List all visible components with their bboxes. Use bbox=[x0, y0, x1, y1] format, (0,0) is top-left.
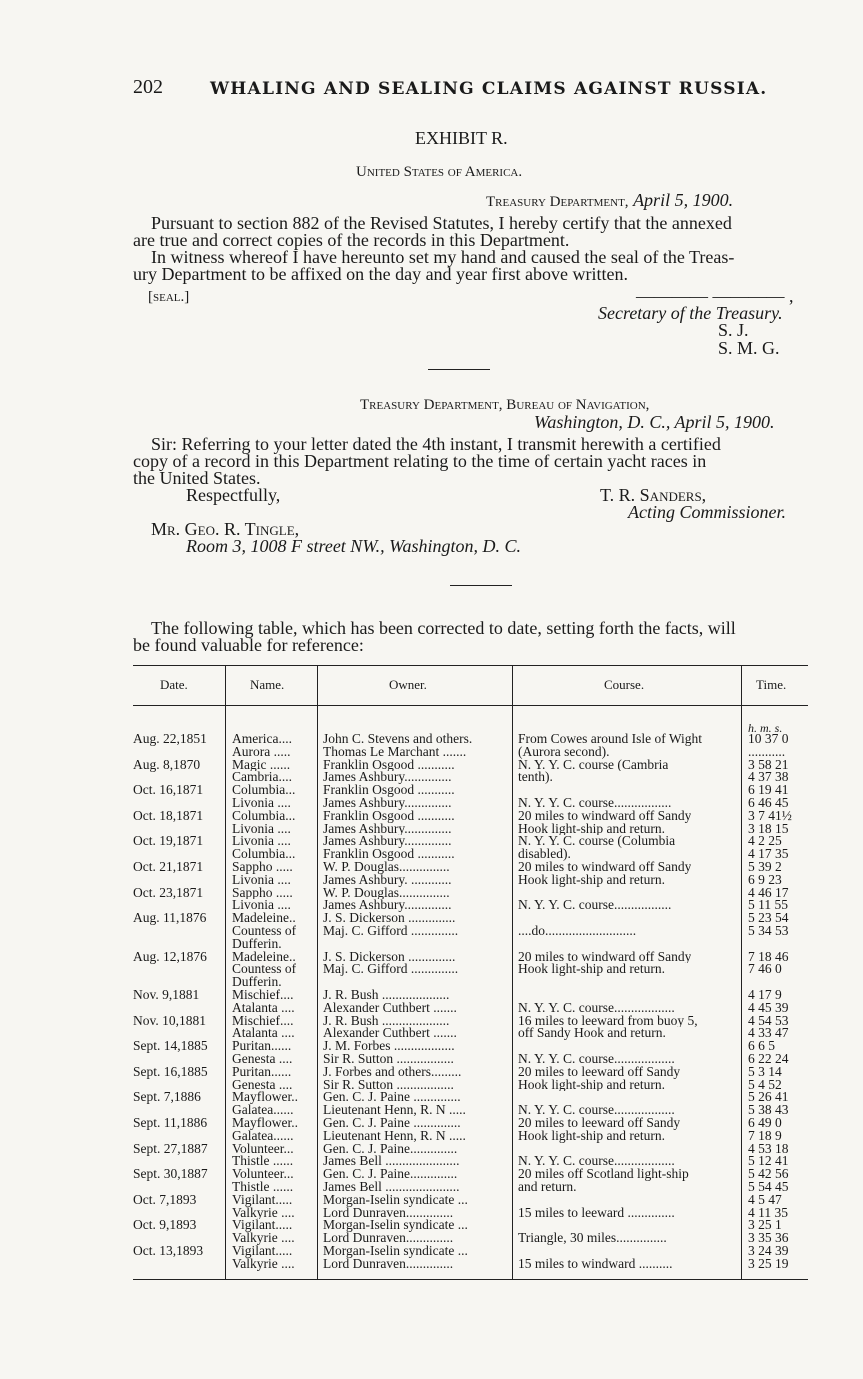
cell-name: Mischief.... bbox=[232, 1014, 294, 1028]
cell-time: 6 46 45 bbox=[748, 797, 789, 810]
cell-time: 4 33 47 bbox=[748, 1027, 789, 1041]
cell-name: Madeleine.. bbox=[232, 950, 296, 964]
cell-owner: Franklin Osgood ........... bbox=[323, 809, 455, 823]
cell-name: Sappho ..... bbox=[232, 861, 293, 874]
cell-owner: Franklin Osgood ........... bbox=[323, 848, 455, 861]
cell-name: Mischief.... bbox=[232, 989, 294, 1002]
cell-course: 20 miles to leeward off Sandy bbox=[518, 1117, 681, 1130]
para1-line2: are true and correct copies of the records in this Department. bbox=[133, 230, 570, 250]
cell-course: 20 miles to leeward off Sandy bbox=[518, 1065, 681, 1079]
cell-time: 4 2 25 bbox=[748, 835, 782, 849]
cell-date: Oct. 23,1871 bbox=[133, 884, 204, 900]
signature-title: Secretary of the Treasury. bbox=[598, 303, 783, 323]
header-name: Name. bbox=[250, 677, 285, 692]
cell-name: Atalanta .... bbox=[232, 1001, 295, 1015]
cell-course: Hook light-ship and return. bbox=[518, 1129, 665, 1143]
cell-name: Dufferin. bbox=[232, 937, 282, 951]
cell-time: 6 49 0 bbox=[748, 1117, 782, 1130]
cell-course: 15 miles to windward .......... bbox=[518, 1257, 673, 1271]
table-bottom-rule bbox=[133, 1279, 808, 1280]
cell-course: 20 miles to windward off Sandy bbox=[518, 950, 692, 964]
cell-time: 7 18 46 bbox=[748, 950, 789, 964]
cell-date: Sept. 30,1887 bbox=[133, 1166, 208, 1182]
cell-time: 4 54 53 bbox=[748, 1014, 789, 1028]
cell-name: Livonia .... bbox=[232, 822, 291, 836]
page-number: 202 bbox=[133, 76, 163, 98]
cell-name: Livonia .... bbox=[232, 873, 291, 887]
cell-name: Sappho ..... bbox=[232, 886, 293, 900]
cell-owner: James Ashbury. ............ bbox=[323, 873, 452, 887]
cell-time: 6 6 5 bbox=[748, 1040, 775, 1053]
cell-date: Sept. 27,1887 bbox=[133, 1140, 208, 1156]
letter-body-line2: copy of a record in this Department relating to the time of certain yacht races in bbox=[133, 451, 707, 471]
header-owner: Owner. bbox=[389, 677, 427, 692]
treasury-dateline bbox=[486, 192, 733, 212]
cell-name: Cambria.... bbox=[232, 771, 292, 785]
cell-date: Aug. 11,1876 bbox=[133, 910, 207, 926]
cell-name: Puritan...... bbox=[232, 1040, 292, 1053]
cell-time: 5 39 2 bbox=[748, 861, 782, 874]
cell-owner: Gen. C. J. Paine .............. bbox=[323, 1117, 461, 1130]
cell-date: Nov. 10,1881 bbox=[133, 1012, 206, 1028]
cell-time: 4 17 9 bbox=[748, 989, 782, 1002]
cell-time: 4 5 47 bbox=[748, 1193, 782, 1207]
cell-date: Sept. 14,1885 bbox=[133, 1038, 208, 1054]
cell-date: Oct. 13,1893 bbox=[133, 1243, 204, 1258]
seal-label: [seal.] bbox=[148, 289, 190, 305]
cell-time: 4 46 17 bbox=[748, 886, 789, 900]
cell-name: Valkyrie .... bbox=[232, 1206, 295, 1220]
letter-closing: Respectfully, bbox=[186, 485, 281, 505]
cell-owner: James Ashbury.............. bbox=[323, 822, 452, 836]
cell-owner: James Ashbury.............. bbox=[323, 771, 452, 785]
cell-course: N. Y. Y. C. course................. bbox=[518, 899, 672, 913]
cell-name: Livonia .... bbox=[232, 797, 291, 810]
letter-place-date: Washington, D. C., April 5, 1900. bbox=[534, 412, 775, 432]
cell-name: Vigilant..... bbox=[232, 1193, 293, 1207]
cell-course: 16 miles to leeward from buoy 5, bbox=[518, 1014, 698, 1028]
cell-course: disabled). bbox=[518, 848, 571, 861]
cell-owner: W. P. Douglas............... bbox=[323, 886, 450, 900]
cell-time: 5 54 45 bbox=[748, 1181, 789, 1194]
cell-time: ........... bbox=[748, 745, 786, 759]
table-col-divider bbox=[317, 665, 318, 1279]
cell-owner: Gen. C. J. Paine .............. bbox=[323, 1091, 461, 1105]
cell-name: Columbia... bbox=[232, 784, 296, 797]
cell-name: Livonia .... bbox=[232, 899, 291, 913]
header-time: Time. bbox=[756, 677, 787, 692]
intro-line2: be found valuable for reference: bbox=[133, 635, 364, 655]
cell-owner: J. R. Bush .................... bbox=[323, 1014, 450, 1028]
cell-owner: James Bell ...................... bbox=[323, 1155, 460, 1169]
cell-course: ....do........................... bbox=[518, 925, 637, 938]
cell-course: N. Y. Y. C. course (Cambria bbox=[518, 758, 669, 772]
cell-name: Columbia... bbox=[232, 809, 296, 823]
cell-owner: Franklin Osgood ........... bbox=[323, 758, 455, 772]
cell-date: Oct. 21,1871 bbox=[133, 859, 204, 874]
cell-owner: J. M. Forbes .................. bbox=[323, 1040, 455, 1053]
cell-owner: Morgan-Iselin syndicate ... bbox=[323, 1193, 468, 1207]
cell-date: Oct. 19,1871 bbox=[133, 833, 204, 849]
cell-course: Triangle, 30 miles............... bbox=[518, 1232, 667, 1245]
cell-time: 5 38 43 bbox=[748, 1104, 789, 1117]
cell-course: and return. bbox=[518, 1181, 577, 1194]
cell-owner: James Ashbury.............. bbox=[323, 899, 452, 913]
cell-course: Hook light-ship and return. bbox=[518, 1078, 665, 1092]
cell-time: 5 23 54 bbox=[748, 912, 789, 925]
cell-time: 4 45 39 bbox=[748, 1001, 789, 1015]
cell-name: Columbia... bbox=[232, 848, 296, 861]
treasury-date: April 5, 1900. bbox=[633, 190, 734, 210]
cell-time: 5 42 56 bbox=[748, 1168, 789, 1181]
cell-course: off Sandy Hook and return. bbox=[518, 1027, 666, 1041]
cell-time: 6 9 23 bbox=[748, 873, 782, 887]
cell-owner: James Bell ...................... bbox=[323, 1181, 460, 1194]
cell-time: 10 37 0 bbox=[748, 733, 789, 746]
letter-addressee: Mr. Geo. R. Tingle, bbox=[151, 519, 300, 539]
cell-owner: James Ashbury.............. bbox=[323, 797, 452, 810]
cell-time: 3 25 19 bbox=[748, 1257, 789, 1271]
divider bbox=[428, 369, 490, 370]
cell-owner: Alexander Cuthbert ....... bbox=[323, 1027, 457, 1041]
cell-name: Volunteer... bbox=[232, 1168, 294, 1181]
cell-course: 20 miles off Scotland light-ship bbox=[518, 1168, 689, 1181]
cell-time: 5 34 53 bbox=[748, 925, 789, 938]
cell-owner: Morgan-Iselin syndicate ... bbox=[323, 1219, 468, 1233]
cell-course: N. Y. Y. C. course (Columbia bbox=[518, 835, 676, 849]
cell-time: 4 11 35 bbox=[748, 1206, 788, 1220]
letter-signer-title: Acting Commissioner. bbox=[628, 502, 787, 522]
cell-name: Dufferin. bbox=[232, 976, 282, 989]
cell-time: 5 11 55 bbox=[748, 899, 788, 913]
cell-owner: Sir R. Sutton ................. bbox=[323, 1078, 454, 1092]
treasury-dept: Treasury Department, bbox=[486, 194, 629, 210]
table-col-divider bbox=[225, 665, 226, 1279]
cell-date: Sept. 7,1886 bbox=[133, 1089, 201, 1105]
cell-owner: James Ashbury.............. bbox=[323, 835, 452, 849]
cell-owner: Thomas Le Marchant ....... bbox=[323, 745, 467, 759]
cell-time: 5 12 41 bbox=[748, 1155, 789, 1169]
cell-name: Valkyrie .... bbox=[232, 1232, 295, 1245]
intro-line1: The following table, which has been corrected to date, setting forth the facts, will bbox=[151, 618, 736, 638]
cell-name: Thistle ...... bbox=[232, 1181, 294, 1194]
cell-time: 4 37 38 bbox=[748, 771, 789, 785]
letter-body-line1: Sir: Referring to your letter dated the 4th instant, I transmit herewith a certified bbox=[151, 434, 721, 454]
cell-course: tenth). bbox=[518, 771, 553, 785]
signature-sj: S. J. bbox=[718, 320, 749, 340]
divider bbox=[450, 585, 512, 586]
cell-owner: Gen. C. J. Paine.............. bbox=[323, 1168, 458, 1181]
cell-course: 20 miles to windward off Sandy bbox=[518, 809, 692, 823]
cell-time: 5 4 52 bbox=[748, 1078, 782, 1092]
cell-time: 3 7 41½ bbox=[748, 809, 792, 823]
cell-time: 3 58 21 bbox=[748, 758, 789, 772]
cell-time: 6 22 24 bbox=[748, 1053, 789, 1066]
cell-name: Vigilant..... bbox=[232, 1245, 293, 1258]
table-top-rule bbox=[133, 665, 808, 666]
cell-name: Thistle ...... bbox=[232, 1155, 294, 1169]
cell-time: 3 25 1 bbox=[748, 1219, 782, 1233]
cell-owner: Lord Dunraven.............. bbox=[323, 1232, 454, 1245]
cell-course: N. Y. Y. C. course.................. bbox=[518, 1155, 675, 1169]
cell-name: Galatea...... bbox=[232, 1129, 294, 1143]
cell-name: Mayflower.. bbox=[232, 1091, 298, 1105]
cell-time: 3 18 15 bbox=[748, 822, 789, 836]
letter-address: Room 3, 1008 F street NW., Washington, D. C. bbox=[186, 536, 522, 556]
cell-owner: W. P. Douglas............... bbox=[323, 861, 450, 874]
table-col-divider bbox=[512, 665, 513, 1279]
cell-name: Aurora ..... bbox=[232, 745, 291, 759]
header-course: Course. bbox=[604, 677, 645, 692]
cell-owner: J. S. Dickerson .............. bbox=[323, 912, 456, 925]
time-units: h. m. s. bbox=[748, 721, 783, 735]
cell-owner: J. Forbes and others......... bbox=[323, 1065, 462, 1079]
cell-owner: Maj. C. Gifford .............. bbox=[323, 963, 459, 977]
cell-course: N. Y. Y. C. course.................. bbox=[518, 1104, 675, 1117]
exhibit-title: EXHIBIT R. bbox=[415, 128, 508, 148]
cell-date: Nov. 9,1881 bbox=[133, 987, 200, 1002]
cell-name: Livonia .... bbox=[232, 835, 291, 849]
cell-owner: Lord Dunraven.............. bbox=[323, 1257, 454, 1271]
para1-line1: Pursuant to section 882 of the Revised Statutes, I hereby certify that the annexed bbox=[151, 213, 732, 233]
cell-owner: Sir R. Sutton ................. bbox=[323, 1053, 454, 1066]
cell-time: 4 17 35 bbox=[748, 848, 789, 861]
cell-date: Oct. 7,1893 bbox=[133, 1191, 197, 1207]
letter-body-line3: the United States. bbox=[133, 468, 261, 488]
cell-name: Volunteer... bbox=[232, 1142, 294, 1156]
cell-course: N. Y. Y. C. course.................. bbox=[518, 1053, 675, 1066]
cell-owner: J. S. Dickerson .............. bbox=[323, 950, 456, 964]
cell-owner: J. R. Bush .................... bbox=[323, 989, 450, 1002]
cell-name: Mayflower.. bbox=[232, 1117, 298, 1130]
cell-time: 5 3 14 bbox=[748, 1065, 782, 1079]
cell-course: Hook light-ship and return. bbox=[518, 963, 665, 977]
cell-time: 3 35 36 bbox=[748, 1232, 789, 1245]
cell-name: Atalanta .... bbox=[232, 1027, 295, 1041]
cell-name: Countess of bbox=[232, 963, 297, 977]
cell-name: Galatea...... bbox=[232, 1104, 294, 1117]
cell-name: Valkyrie .... bbox=[232, 1257, 295, 1271]
cell-name: Genesta .... bbox=[232, 1078, 293, 1092]
cell-name: Vigilant..... bbox=[232, 1219, 293, 1233]
cell-course: Hook light-ship and return. bbox=[518, 873, 665, 887]
cell-course: N. Y. Y. C. course................. bbox=[518, 797, 672, 810]
letter-signer: T. R. Sanders, bbox=[600, 485, 707, 505]
cell-course: From Cowes around Isle of Wight bbox=[518, 733, 703, 746]
cell-name: Countess of bbox=[232, 925, 297, 938]
cell-owner: Alexander Cuthbert ....... bbox=[323, 1001, 457, 1015]
cell-name: Madeleine.. bbox=[232, 912, 296, 925]
cell-course: Hook light-ship and return. bbox=[518, 822, 665, 836]
cell-owner: Lieutenant Henn, R. N ..... bbox=[323, 1129, 466, 1143]
cell-course: 20 miles to windward off Sandy bbox=[518, 861, 692, 874]
usa-heading: United States of America. bbox=[356, 164, 523, 180]
cell-date: Sept. 11,1886 bbox=[133, 1115, 208, 1130]
cell-time: 6 19 41 bbox=[748, 784, 789, 797]
table-col-divider bbox=[741, 665, 742, 1279]
cell-course: 15 miles to leeward .............. bbox=[518, 1206, 675, 1220]
cell-date: Aug. 22,1851 bbox=[133, 731, 207, 746]
cell-course: N. Y. Y. C. course.................. bbox=[518, 1001, 675, 1015]
cell-time: 4 53 18 bbox=[748, 1142, 789, 1156]
signature-smg: S. M. G. bbox=[718, 338, 780, 358]
cell-owner: John C. Stevens and others. bbox=[323, 733, 473, 746]
cell-owner: Gen. C. J. Paine.............. bbox=[323, 1142, 458, 1156]
letter-dept: Treasury Department, Bureau of Navigation, bbox=[360, 397, 650, 413]
cell-name: America.... bbox=[232, 733, 292, 746]
cell-owner: Lord Dunraven.............. bbox=[323, 1206, 454, 1220]
signature-blank: ———— ———— , bbox=[636, 286, 794, 306]
cell-date: Oct. 16,1871 bbox=[133, 782, 204, 798]
cell-name: Genesta .... bbox=[232, 1053, 293, 1066]
cell-time: 3 24 39 bbox=[748, 1245, 789, 1258]
cell-course: (Aurora second). bbox=[518, 745, 610, 759]
cell-date: Sept. 16,1885 bbox=[133, 1063, 208, 1079]
cell-time: 7 18 9 bbox=[748, 1129, 782, 1143]
cell-date: Aug. 8,1870 bbox=[133, 756, 201, 772]
cell-name: Magic ...... bbox=[232, 758, 291, 772]
cell-name: Puritan...... bbox=[232, 1065, 292, 1079]
para2-line2: ury Department to be affixed on the day and year first above written. bbox=[133, 264, 628, 284]
cell-owner: Morgan-Iselin syndicate ... bbox=[323, 1245, 468, 1258]
running-title: WHALING AND SEALING CLAIMS AGAINST RUSSIA. bbox=[210, 79, 768, 99]
table-header-rule bbox=[133, 705, 808, 706]
cell-time: 7 46 0 bbox=[748, 963, 782, 977]
cell-date: Aug. 12,1876 bbox=[133, 948, 207, 964]
cell-owner: Franklin Osgood ........... bbox=[323, 784, 455, 797]
cell-date: Oct. 18,1871 bbox=[133, 807, 204, 823]
para2-line1: In witness whereof I have hereunto set my hand and caused the seal of the Treas- bbox=[151, 247, 735, 267]
cell-date: Oct. 9,1893 bbox=[133, 1217, 197, 1233]
cell-owner: Lieutenant Henn, R. N ..... bbox=[323, 1104, 466, 1117]
header-date: Date. bbox=[160, 677, 188, 692]
cell-time: 5 26 41 bbox=[748, 1091, 789, 1105]
cell-owner: Maj. C. Gifford .............. bbox=[323, 925, 459, 938]
